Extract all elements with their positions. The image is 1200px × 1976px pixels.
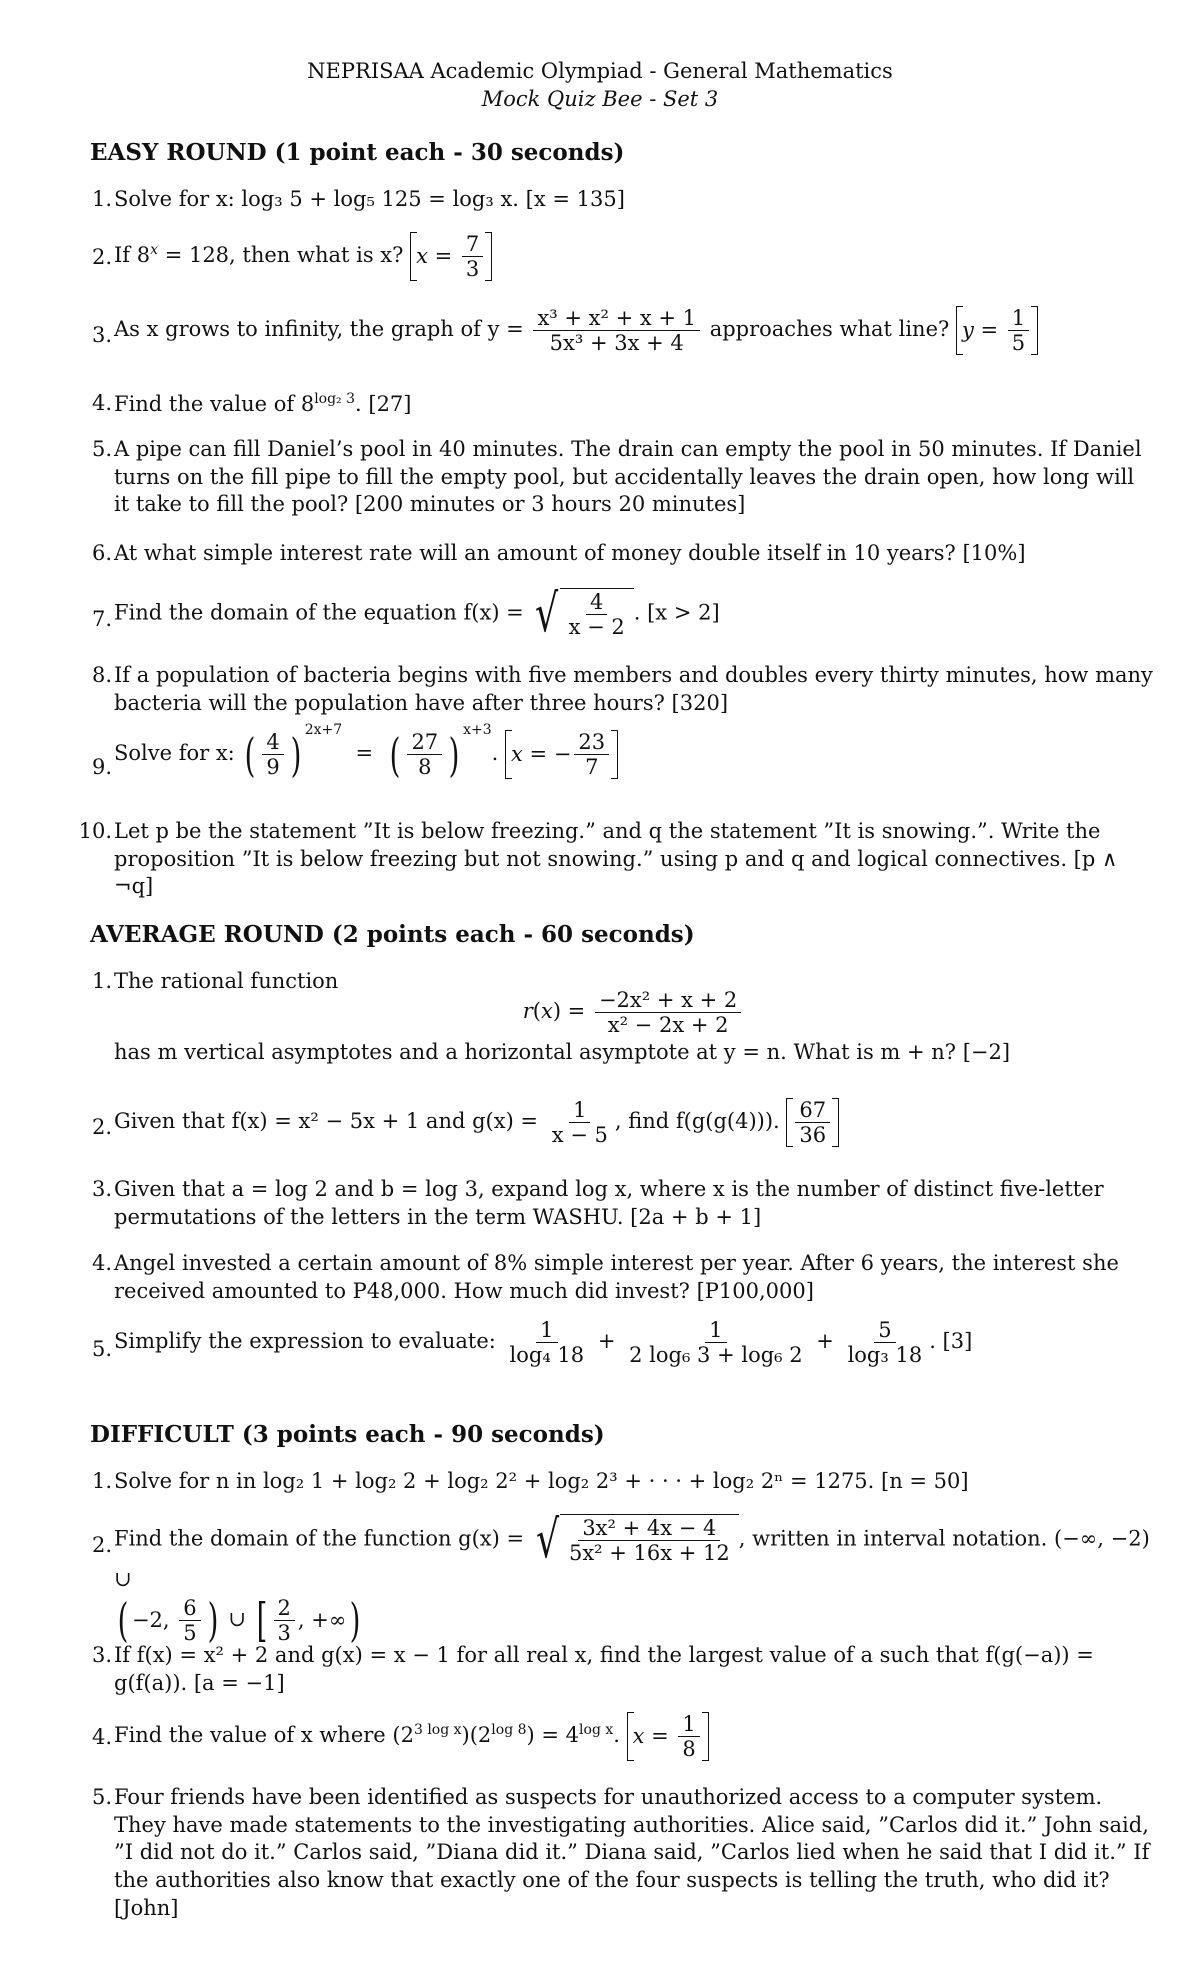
- easy-q10: 10. Let p be the statement ”It is below freezing.” and q the statement ”It is snowing.”. Write the proposition ”It is below freezing but not snowing.” using p and q and logical connectives. [p ∧ ¬q]: [78, 819, 1118, 899]
- average-q4: 4. Angel invested a certain amount of 8% simple interest per year. After 6 years, the interest she received amounted to P48,000. How much did invest? [P100,000]: [91, 1251, 1119, 1303]
- difficult-round-heading: DIFFICULT (3 points each - 90 seconds): [90, 1421, 605, 1448]
- easy-q7-root: √ $\frac{4}{x - 2}$: [530, 588, 633, 640]
- difficult-q1: 1. Solve for n in log₂ 1 + log₂ 2 + log₂ 2² + log₂ 2³ + · · · + log₂ 2ⁿ = 1275. [n = 50]: [91, 1469, 969, 1493]
- average-q1: 1. The rational function r(x) = $\frac{\text{−2x² + x + 2}}{\text{x² − 2x + 2}}$ has m vertical asymptotes and a horizontal asymptote at y = n. What is m + n? [−2]: [91, 969, 1011, 1064]
- difficult-q3: 3. If f(x) = x² + 2 and g(x) = x − 1 for all real x, find the largest value of a such that f(g(−a)) = g(f(a)). [a = −1]: [91, 1643, 1094, 1695]
- average-q5: 5. Simplify the expression to evaluate: $\frac{1}{\text{log₄ 18}}$ + $\frac{1}{\text{2 log₆ 3 + log₆ 2}}$ + $\frac{5}{\text{log₃ 18}}$ . [3]: [91, 1318, 973, 1368]
- header-title: NEPRISAA Academic Olympiad - General Mathematics: [307, 59, 893, 83]
- easy-q3-fraction: $\frac{\text{x³ + x² + x + 1}}{\text{5x³ + 3x + 4}}$: [533, 306, 700, 355]
- difficult-q4-answer: x = $\frac{1}{8}$: [627, 1712, 709, 1761]
- easy-q7: 7. Find the domain of the equation f(x) = √ $\frac{4}{x - 2}$ . [x > 2]: [91, 584, 720, 644]
- easy-q4: 4. Find the value of $8^{log_2 3}$. [27]: [91, 391, 412, 416]
- average-q2: 2. Given that f(x) = x² − 5x + 1 and g(x) = $\frac{1}{x - 5}$ , find f(g(g(4))). $\frac{67}{36}$: [78, 1098, 1153, 1147]
- easy-q9-answer: x = − $\frac{23}{7}$: [505, 730, 618, 779]
- easy-q3: 3. As x grows to infinity, the graph of y = $\frac{\text{x³ + x² + x + 1}}{\text{5x³ + 3x + 4}}$ approaches what line? y = $\frac{1}{5}$: [78, 306, 1153, 355]
- difficult-q2: 2. Find the domain of the function g(x) = √ $\frac{\text{3x² + 4x − 4}}{\text{5x² + 16x + 12}}$ , written in interval notation. (−∞, −2) ∪ ( −2, $\frac{6}{5}$ ) ∪ [ $\frac{2}{3}$ , +∞ ): [91, 1510, 1150, 1648]
- easy-q2-answer: x = $\frac{7}{3}$: [410, 232, 492, 281]
- easy-q6: 6. At what simple interest rate will an amount of money double itself in 10 years? [10%]: [91, 541, 1026, 565]
- easy-q3-answer: y = $\frac{1}{5}$: [956, 306, 1038, 355]
- easy-q2: 2. If $8^x = 128$, then what is x? x = $\frac{7}{3}$: [78, 232, 1153, 281]
- easy-q1: 1. Solve for x: log₃ 5 + log₅ 125 = log₃ x. [x = 135]: [78, 186, 1153, 214]
- easy-q1-text: Solve for x: log₃ 5 + log₅ 125 = log₃ x. [x = 135]: [114, 187, 625, 211]
- easy-q9: 9. Solve for x: ( $\frac{4}{9}$ ) $^{2x+7}$ = ( $\frac{27}{8}$ ) $^{x+3}$. x = − $\frac{23}{7}$: [78, 730, 1153, 779]
- easy-q5: 5. A pipe can fill Daniel’s pool in 40 minutes. The drain can empty the pool in 50 minutes. If Daniel turns on the fill pipe to fill the empty pool, but accidentally leaves the drain open, how long will it take to fill the pool? [200 minutes or 3 hours 20 minutes]: [91, 437, 1142, 517]
- average-q2-answer: $\frac{67}{36}$: [786, 1098, 839, 1147]
- difficult-q4: 4. Find the value of x where $(2^{3 log x})(2^{log 8}) = 4^{log x}$. x = $\frac{1}{8}$: [78, 1712, 1153, 1761]
- easy-round-heading: EASY ROUND (1 point each - 30 seconds): [90, 139, 625, 166]
- easy-q8: 8. If a population of bacteria begins with five members and doubles every thirty minutes, how many bacteria will the population have after three hours? [320]: [91, 663, 1153, 715]
- difficult-q5: 5. Four friends have been identified as suspects for unauthorized access to a computer system. They have made statements to the investigating authorities. Alice said, ”Carlos did it.” John said, ”I did not do it.” Carlos said, ”Diana did it.” Diana said, ”Carlos lied when he said that I did it.” If the authorities also know that exactly one of the four suspects is telling the truth, who did it? [John]: [91, 1785, 1150, 1920]
- document-header: [0, 58, 1200, 113]
- header-subtitle: Mock Quiz Bee - Set 3: [481, 86, 719, 111]
- average-round-heading: AVERAGE ROUND (2 points each - 60 seconds): [90, 921, 695, 948]
- average-q3: 3. Given that a = log 2 and b = log 3, expand log x, where x is the number of distinct five-letter permutations of the letters in the term WASHU. [2a + b + 1]: [91, 1177, 1104, 1229]
